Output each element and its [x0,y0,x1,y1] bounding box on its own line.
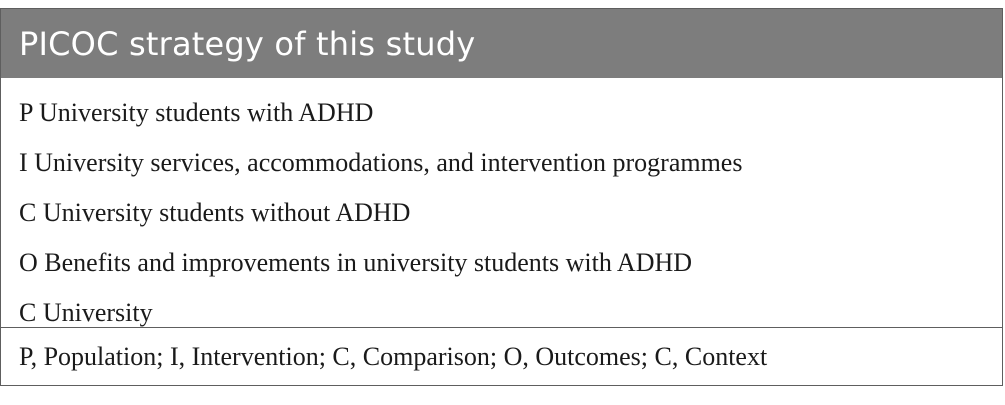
table-row-population: P University students with ADHD [19,98,374,127]
picoc-table [0,8,1003,386]
table-header [1,9,1002,78]
table-footnote: P, Population; I, Intervention; C, Comparison; O, Outcomes; C, Context [19,342,768,371]
table-row-context: C University [19,298,153,327]
table-title: PICOC strategy of this study [19,24,476,63]
table-row-outcomes: O Benefits and improvements in university students with ADHD [19,248,693,277]
table-row-intervention: I University services, accommodations, and intervention programmes [19,148,743,177]
table-body [1,78,1002,327]
table-row-comparison: C University students without ADHD [19,198,411,227]
